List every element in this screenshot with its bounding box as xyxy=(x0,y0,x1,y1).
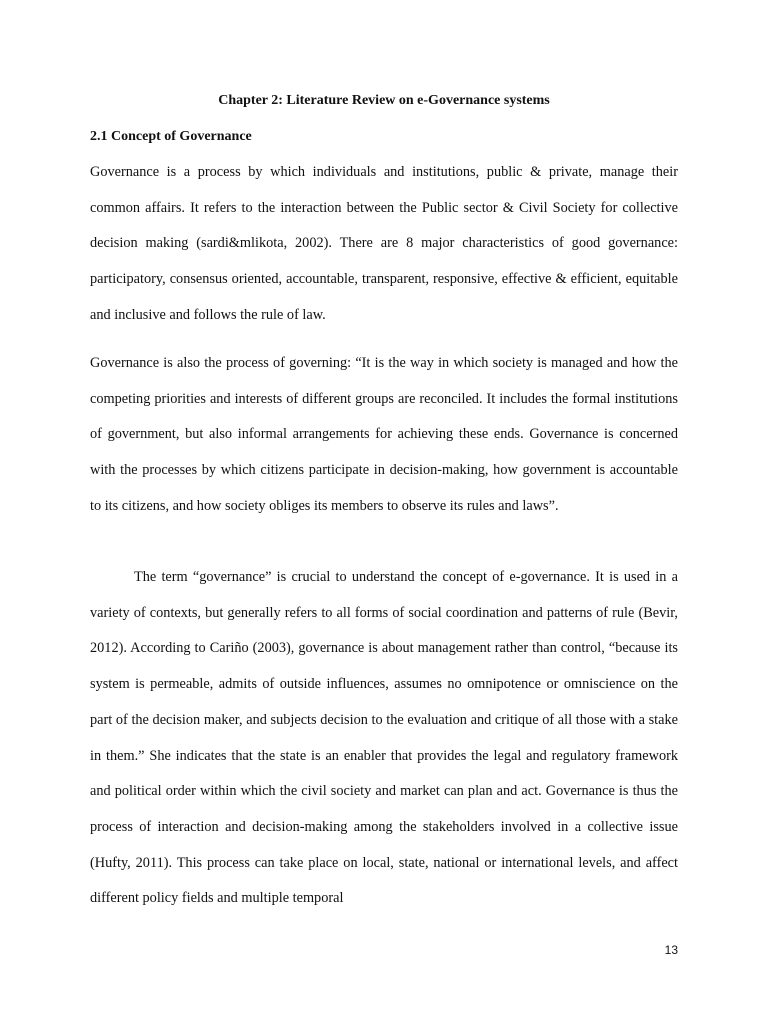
paragraph: Governance is a process by which individuals and institutions, public & private, manage their common affairs. It refers to the interaction between the Public sector & Civil Society for collective decision making (sardi&mlikota, 2002). There are 8 major characteristics of good governance: participatory, consensus oriented, accountable, transparent, responsive, effective & efficient, equitable and inclusive and follows the rule of law. xyxy=(90,164,678,323)
section-heading: 2.1 Concept of Governance xyxy=(90,129,252,144)
page-number: 13 xyxy=(664,943,678,957)
paragraph: Governance is also the process of governing: “It is the way in which society is managed and how the competing priorities and interests of different groups are reconciled. It includes the formal institutions of government, but also informal arrangements for achieving these ends. Governance is concerned with the processes by which citizens participate in decision-making, how government is accountable to its citizens, and how society obliges its members to observe its rules and laws”. xyxy=(90,355,678,514)
paragraph: The term “governance” is crucial to understand the concept of e-governance. It is used in a variety of contexts, but generally refers to all forms of social coordination and patterns of rule (Bevir, 2012). According to Cariño (2003), governance is about management rather than control, “because its system is permeable, admits of outside influences, assumes no omnipotence or omniscience on the part of the decision maker, and subjects decision to the evaluation and critique of all those with a stake in them.” She indicates that the state is an enabler that provides the legal and regulatory framework and political order within which the civil society and market can plan and act. Governance is thus the process of interaction and decision-making among the stakeholders involved in a collective issue (Hufty, 2011). This process can take place on local, state, national or international levels, and affect different policy fields and multiple temporal xyxy=(90,569,678,907)
chapter-title: Chapter 2: Literature Review on e-Governance systems xyxy=(218,93,550,108)
